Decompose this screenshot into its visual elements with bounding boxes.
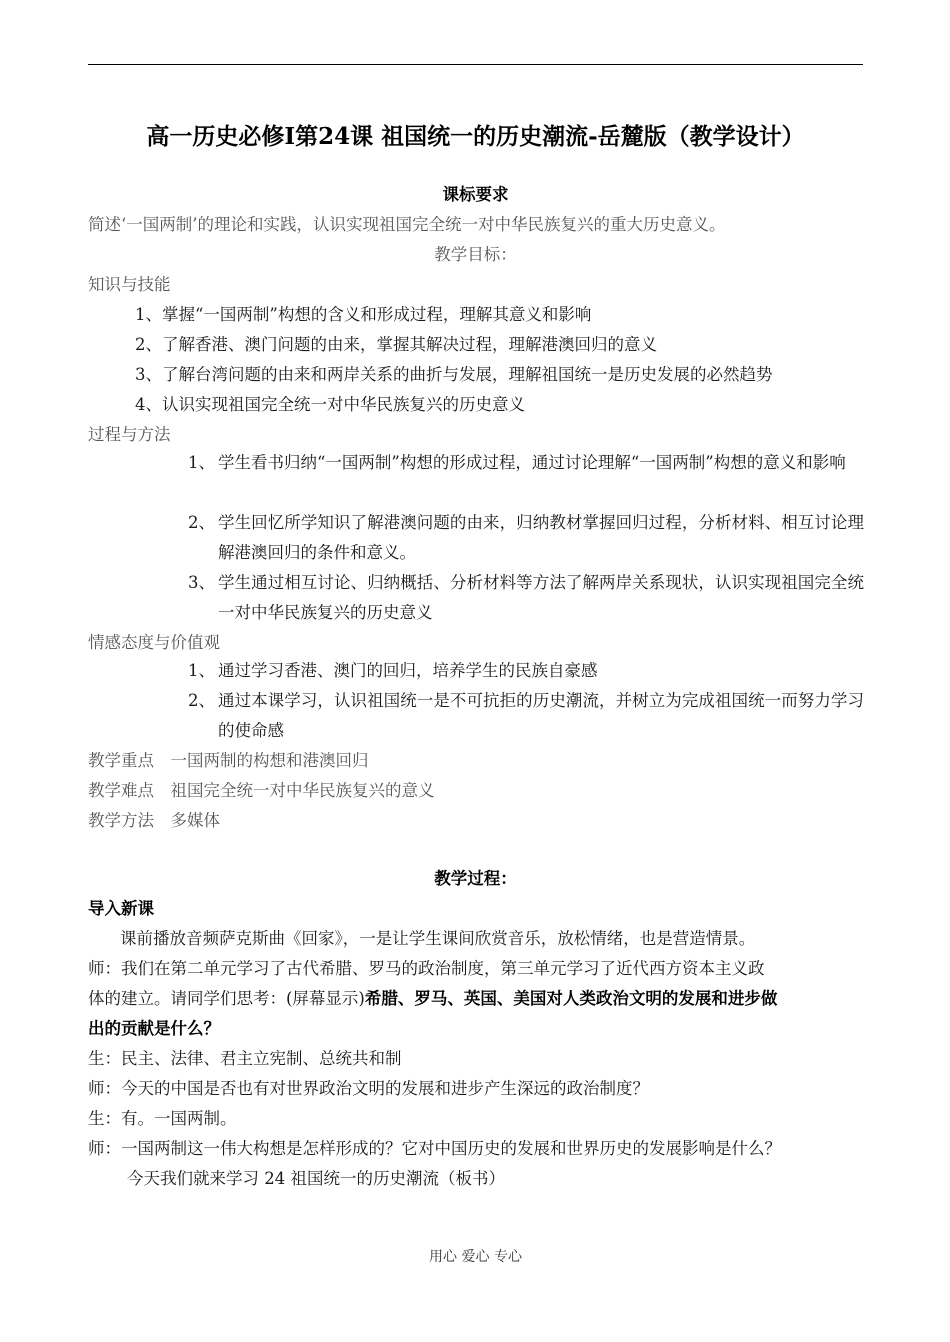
item-number: 1、 xyxy=(188,453,215,472)
intro-heading: 导入新课 xyxy=(88,899,154,918)
emotion-item xyxy=(188,686,864,746)
objectives-heading: 教学目标： xyxy=(434,245,517,264)
process-label: 过程与方法 xyxy=(88,425,171,444)
knowledge-item: 1、掌握“一国两制”构想的含义和形成过程，理解其意义和影响 xyxy=(135,305,592,324)
difficulty: 教学难点 祖国完全统一对中华民族复兴的意义 xyxy=(88,781,435,800)
key-point: 教学重点 一国两制的构想和港澳回归 xyxy=(88,751,369,770)
item-number: 1、 xyxy=(188,661,215,680)
item-number: 2、 xyxy=(188,513,215,532)
curriculum-heading: 课标要求 xyxy=(442,185,509,204)
knowledge-item: 2、了解香港、澳门问题的由来，掌握其解决过程，理解港澳回归的意义 xyxy=(135,335,657,354)
document-title: 高一历史必修Ⅰ第24课 祖国统一的历史潮流-岳麓版（教学设计） xyxy=(146,123,805,150)
item-text: 通过本课学习，认识祖国统一是不可抗拒的历史潮流，并树立为完成祖国统一而努力学习的使命感 xyxy=(218,691,864,740)
teacher-line-cont xyxy=(88,988,777,1010)
item-number: 3、 xyxy=(188,573,215,592)
intro-paragraph: 课前播放音频萨克斯曲《回家》，一是让学生课间欣赏音乐，放松情绪，也是营造情景。 xyxy=(120,929,756,948)
knowledge-item: 4、认识实现祖国完全统一对中华民族复兴的历史意义 xyxy=(135,395,525,414)
item-text: 学生回忆所学知识了解港澳问题的由来，归纳教材掌握回归过程，分析材料、相互讨论理解港澳回归的条件和意义。 xyxy=(218,513,864,562)
student-line: 生：民主、法律、君主立宪制、总统共和制 xyxy=(88,1049,402,1068)
teaching-method: 教学方法 多媒体 xyxy=(88,811,220,830)
knowledge-label: 知识与技能 xyxy=(88,275,171,294)
bold-question-cont: 出的贡献是什么？ xyxy=(88,1019,220,1038)
process-item xyxy=(188,568,864,628)
emotion-label: 情感态度与价值观 xyxy=(88,633,220,652)
teacher-line: 师：今天的中国是否也有对世界政治文明的发展和进步产生深远的政治制度？ xyxy=(88,1079,649,1098)
item-text: 通过学习香港、澳门的回归，培养学生的民族自豪感 xyxy=(218,661,598,680)
header-rule xyxy=(88,64,863,65)
emotion-item xyxy=(188,656,864,686)
teacher-line: 师：一国两制这一伟大构想是怎样形成的？它对中国历史的发展和世界历史的发展影响是什么？ xyxy=(88,1139,781,1158)
student-line: 生：有。一国两制。 xyxy=(88,1109,237,1128)
process-heading: 教学过程： xyxy=(434,869,517,888)
teacher-line: 师：我们在第二单元学习了古代希腊、罗马的政治制度，第三单元学习了近代西方资本主义政 xyxy=(88,959,765,978)
item-text: 学生看书归纳“一国两制”构想的形成过程，通过讨论理解“一国两制”构想的意义和影响 xyxy=(218,453,846,472)
page-footer: 用心 爱心 专心 xyxy=(429,1249,522,1265)
normal-text: 体的建立。请同学们思考：(屏幕显示) xyxy=(88,989,365,1008)
knowledge-item: 3、了解台湾问题的由来和两岸关系的曲折与发展，理解祖国统一是历史发展的必然趋势 xyxy=(135,365,773,384)
bold-question: 希腊、罗马、英国、美国对人类政治文明的发展和进步做 xyxy=(364,989,778,1008)
closing-line: 今天我们就来学习 24 祖国统一的历史潮流（板书） xyxy=(127,1169,505,1188)
item-number: 2、 xyxy=(188,691,215,710)
process-item xyxy=(188,448,864,478)
curriculum-text: 简述‘一国两制’的理论和实践，认识实现祖国完全统一对中华民族复兴的重大历史意义。 xyxy=(88,215,726,234)
process-item xyxy=(188,508,864,568)
item-text: 学生通过相互讨论、归纳概括、分析材料等方法了解两岸关系现状，认识实现祖国完全统一对中华民族复兴的历史意义 xyxy=(218,573,864,622)
